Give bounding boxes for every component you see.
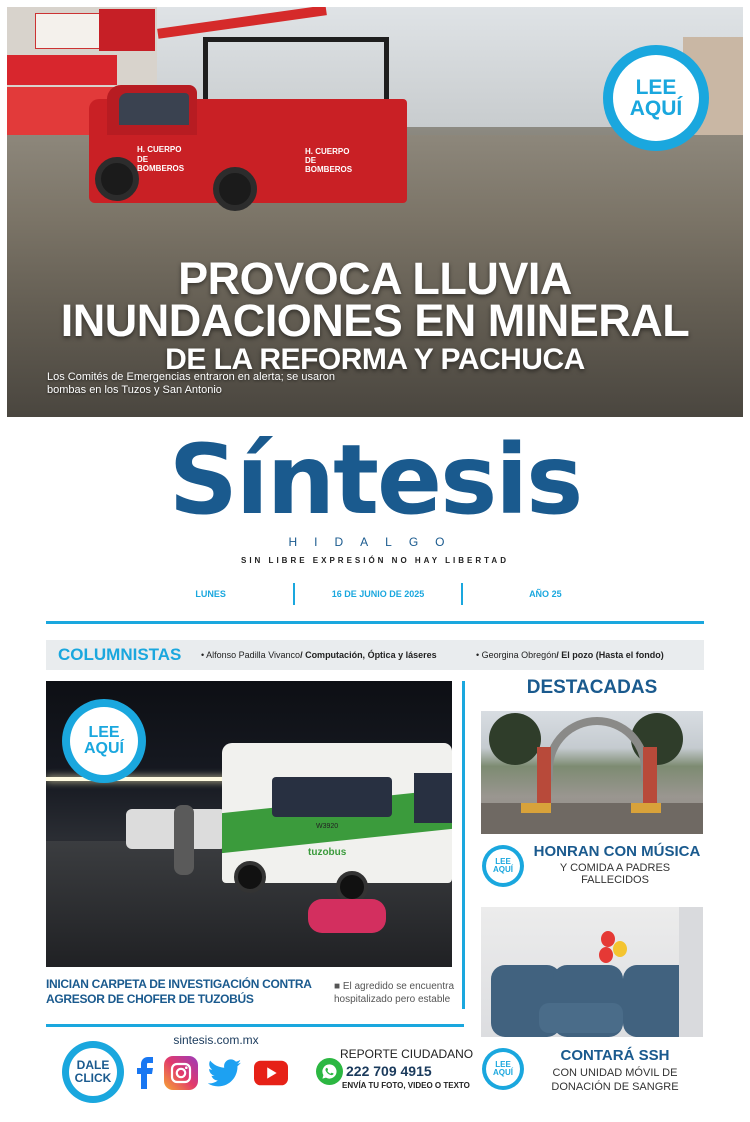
lee-label: LEE	[635, 76, 677, 99]
dateline-day: LUNES	[195, 589, 226, 599]
bus-number: W3920	[316, 823, 339, 830]
aqui-label: AQUÍ	[493, 865, 513, 874]
lee-label: LEE	[495, 857, 511, 866]
columnist-author: • Georgina Obregón	[476, 650, 557, 660]
destacada-photo[interactable]	[481, 711, 703, 834]
masthead-logo: Síntesis	[168, 424, 582, 536]
main-story-headline[interactable]: INICIAN CARPETA DE INVESTIGACIÓN CONTRA AGRESOR DE CHOFER DE TUZOBÚS	[46, 977, 312, 1006]
masthead-edition: HIDALGO	[288, 535, 462, 549]
aqui-label: AQUÍ	[493, 1068, 513, 1077]
truck-wheel	[213, 167, 257, 211]
lee-aqui-button[interactable]	[603, 45, 709, 151]
destacadas-title: DESTACADAS	[526, 677, 658, 698]
column-divider	[462, 681, 465, 1009]
hero-title-line2: INUNDACIONES EN MINERAL	[60, 295, 690, 346]
whatsapp-icon[interactable]	[316, 1058, 343, 1085]
instagram-icon[interactable]	[164, 1056, 198, 1090]
hero-title-line3: DE LA REFORMA Y PACHUCA	[165, 343, 585, 376]
main-story-kicker: ■ El agredido se encuentra hospitalizado pero estable	[334, 981, 455, 1005]
site-url[interactable]: sintesis.com.mx	[173, 1033, 259, 1047]
injured-person	[308, 899, 386, 933]
bus-windshield	[414, 773, 452, 823]
hero-title-line1: PROVOCA LLUVIA	[178, 253, 572, 304]
section-divider	[46, 621, 704, 624]
facebook-icon[interactable]	[128, 1056, 162, 1090]
bus-wheel	[234, 861, 266, 893]
column-title: / Computación, Óptica y láseres	[300, 650, 437, 660]
truck-label-rear: H. CUERPO DE BOMBEROS	[305, 147, 353, 174]
bus-logo: tuzobus	[308, 847, 347, 858]
destacada-subhead: Y COMIDA A PADRES FALLECIDOS	[559, 862, 671, 886]
columnist-author: • Alfonso Padilla Vivanco	[201, 650, 301, 660]
click-label: CLICK	[74, 1071, 112, 1085]
columnist-link[interactable]	[476, 650, 664, 660]
street-lights	[46, 777, 236, 781]
destacada-photo[interactable]	[481, 907, 703, 1037]
dateline	[128, 583, 628, 605]
columnist-link[interactable]	[201, 650, 437, 660]
truck-label: H. CUERPO DE BOMBEROS	[137, 145, 185, 174]
destacada-headline[interactable]: CONTARÁ SSH	[560, 1047, 670, 1064]
lee-label: LEE	[495, 1060, 511, 1069]
youtube-icon[interactable]	[254, 1056, 288, 1090]
truck-wheel	[95, 157, 139, 201]
columnistas-bar	[46, 640, 704, 670]
dateline-date: 16 DE JUNIO DE 2025	[331, 589, 425, 599]
destacada-headline[interactable]: HONRAN CON MÚSICA	[533, 843, 701, 860]
destacada-subhead: CON UNIDAD MÓVIL DE DONACIÓN DE SANGRE	[551, 1067, 679, 1093]
masthead-motto: SIN LIBRE EXPRESIÓN NO HAY LIBERTAD	[241, 556, 509, 565]
footer-divider	[46, 1024, 464, 1027]
column-title: / El pozo (Hasta el fondo)	[556, 650, 664, 660]
dale-click-button[interactable]	[62, 1041, 124, 1103]
aqui-label: AQUÍ	[84, 740, 124, 757]
hero-story[interactable]	[7, 7, 743, 417]
bus-window	[272, 777, 392, 817]
lee-aqui-button[interactable]	[62, 699, 146, 783]
truck-window	[119, 93, 189, 125]
reporte-phone[interactable]: 222 709 4915	[346, 1063, 432, 1079]
aqui-label: AQUÍ	[629, 97, 683, 120]
dale-label: DALE	[76, 1058, 110, 1072]
lee-label: LEE	[88, 724, 120, 741]
twitter-icon[interactable]	[208, 1056, 242, 1090]
pedestrian	[174, 805, 194, 875]
reporte-label: REPORTE CIUDADANO	[340, 1047, 474, 1061]
reporte-subtext: ENVÍA TU FOTO, VIDEO O TEXTO	[342, 1081, 470, 1090]
columnistas-label: COLUMNISTAS	[58, 645, 182, 664]
lee-aqui-button[interactable]	[482, 845, 524, 887]
lee-aqui-button[interactable]	[482, 1048, 524, 1090]
hero-caption: Los Comités de Emergencias entraron en alerta; se usaron bombas en los Tuzos y San Antonio	[47, 371, 335, 396]
dateline-year: AÑO 25	[529, 589, 562, 599]
